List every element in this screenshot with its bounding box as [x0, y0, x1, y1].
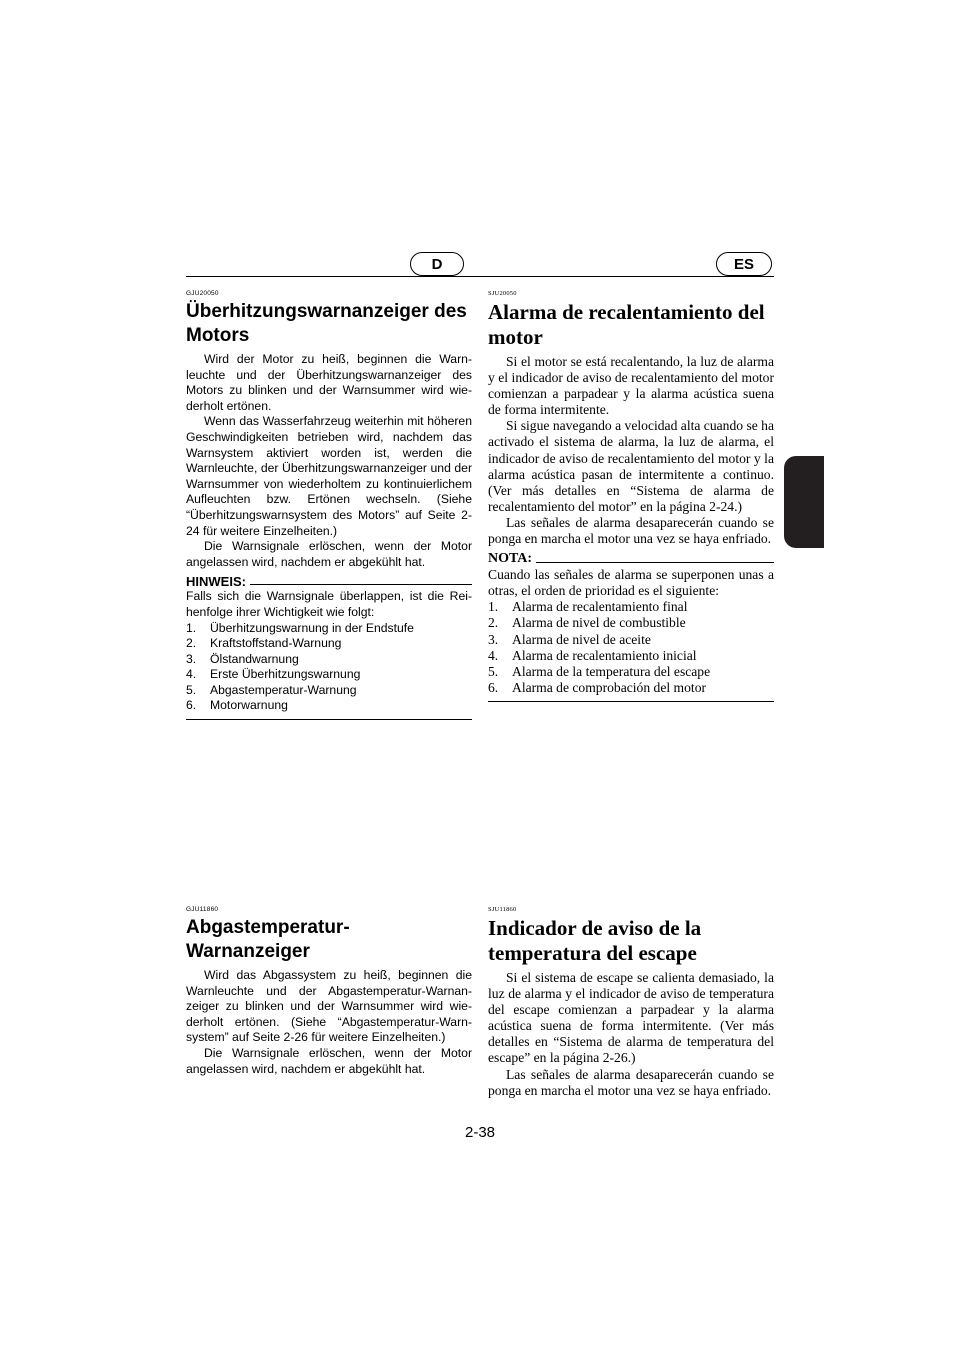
list-item [488, 615, 774, 631]
list-number: 3. [488, 631, 499, 647]
list-text: Alarma de recalentamiento inicial [512, 647, 697, 663]
paragraph: Si el sistema de escape se calienta demasiado, la luz de alarma y el indicador de aviso de temperatura del escape comienzan a parpadear y la alarma acústica suena de forma intermitente. (Ver más detalles en “Sistema de alarma de temperatura del escape” en la página 2-26.) [488, 970, 774, 1066]
note-label: HINWEIS: [186, 574, 246, 590]
paragraph: Si sigue navegando a velocidad alta cuando se ha activado el sistema de alarma, la luz de alarma, el indicador de aviso de recalentamiento del motor y la alarma acústica pasan de intermitente a continuo. (Ver más detalles en “Sistema de alarma de recalentamiento del motor” en la página 2-24.) [488, 418, 775, 514]
list-item [186, 698, 472, 714]
paragraph: Wird der Motor zu heiß, beginnen die Warnleuchte und der Überhitzungswarnanzeiger des Motors zu blinken und der Warnsummer wird wiederholt ertönen. [186, 352, 472, 413]
paragraph: Wenn das Wasserfahrzeug weiterhin mit höheren Geschwindigkeiten betrieben wird, nachdem das Warnsystem aktiviert worden ist, werden die Warnleuchte, der Überhitzungswarnanzeiger und der Warnsummer von wiederholtem zu kontinuierlichem Aufleuchten bzw. Ertönen wechseln. (Siehe “Überhitzungswarnsystem des Motors” auf Seite 2-24 für weitere Einzelheiten.) [186, 414, 472, 538]
list-number: 2. [186, 636, 197, 651]
list-number: 6. [186, 698, 197, 713]
list-item [186, 636, 472, 652]
list-text: Erste Überhitzungswarnung [210, 667, 361, 682]
list-item [488, 648, 774, 664]
list-number: 3. [186, 651, 197, 666]
note-end-rule [186, 719, 472, 720]
list-number: 5. [186, 682, 197, 697]
chapter-side-tab [784, 456, 824, 548]
list-text: Kraftstoffstand-Warnung [210, 636, 342, 651]
es-section-overheat [488, 290, 774, 702]
note-header [186, 574, 472, 589]
paragraph: Las señales de alarma desaparecerán cuando se ponga en marcha el motor una vez se haya enfriado. [488, 1066, 774, 1098]
list-text: Motorwarnung [210, 698, 288, 713]
section-code: SJU20050 [488, 290, 517, 297]
section-code: SJU11860 [488, 906, 517, 913]
es-section-exhaust [488, 906, 774, 1099]
language-badge-german: D [410, 252, 464, 276]
priority-list [186, 621, 472, 715]
note-intro: Cuando las señales de alarma se superponen unas a otras, el orden de prioridad es el siguiente: [488, 567, 774, 599]
note-body [488, 567, 774, 702]
list-item [186, 621, 472, 637]
list-number: 4. [488, 647, 499, 663]
list-text: Alarma de comprobación del motor [512, 679, 707, 695]
note-end-rule [488, 701, 774, 702]
section-title: Abgastemperatur-Warnanzeiger [186, 917, 350, 962]
page-number: 2-38 [464, 1124, 496, 1141]
note-rule [536, 562, 774, 563]
list-text: Überhitzungswarnung in der Endstufe [210, 620, 414, 635]
list-text: Alarma de recalentamiento final [512, 599, 688, 615]
paragraph: Si el motor se está recalentando, la luz de alarma y el indicador de aviso de recalentamiento del motor comienzan a parpadear y la alarma acústica suena de forma intermitente. [488, 354, 774, 418]
section-code: GJU11860 [186, 906, 219, 913]
list-item [186, 667, 472, 683]
paragraph: Wird das Abgassystem zu heiß, beginnen die Warnleuchte und der Abgastemperatur-Warnanzeiger zu blinken und der Warnsummer wird wiederholt ertönen. (Siehe “Abgastemperatur-Warnsystem” auf Seite 2-26 für weitere Einzelheiten.) [186, 968, 472, 1045]
de-section-exhaust [186, 906, 472, 1077]
list-number: 2. [488, 615, 499, 631]
note-header [488, 551, 774, 567]
de-section-overheat [186, 290, 472, 720]
list-number: 1. [488, 599, 499, 615]
list-number: 4. [186, 667, 197, 682]
list-item [186, 652, 472, 668]
language-badge-spanish: ES [716, 252, 772, 276]
section-code: GJU20050 [186, 290, 219, 297]
list-number: 6. [488, 679, 499, 695]
list-item [488, 632, 774, 648]
paragraph: Las señales de alarma desaparecerán cuando se ponga en marcha el motor una vez se haya enfriado. [488, 514, 774, 547]
list-text: Abgastemperatur-Warnung [210, 682, 357, 697]
note-rule [250, 584, 472, 585]
list-text: Ölstandwarnung [210, 651, 299, 666]
list-text: Alarma de nivel de combustible [512, 615, 686, 631]
list-item [186, 683, 472, 699]
list-text: Alarma de nivel de aceite [512, 631, 651, 647]
section-title: Indicador de aviso de la temperatura del escape [488, 916, 702, 965]
section-title: Überhitzungswarnanzeiger des Motors [186, 301, 467, 346]
priority-list [488, 599, 774, 696]
list-number: 1. [186, 620, 197, 635]
list-item [488, 599, 774, 615]
paragraph: Die Warnsignale erlöschen, wenn der Motor angelassen wird, nachdem er abgekühlt hat. [186, 539, 472, 569]
section-title: Alarma de recalentamiento del motor [488, 300, 765, 349]
paragraph: Die Warnsignale erlöschen, wenn der Motor angelassen wird, nachdem er abgekühlt hat. [186, 1045, 472, 1076]
header-rule [186, 276, 774, 277]
list-item [488, 680, 774, 696]
note-body [186, 589, 472, 720]
list-item [488, 664, 774, 680]
note-label: NOTA: [488, 551, 533, 567]
list-number: 5. [488, 663, 499, 679]
note-intro: Falls sich die Warnsignale überlappen, ist die Reihenfolge ihrer Wichtigkeit wie folgt: [186, 589, 472, 619]
list-text: Alarma de la temperatura del escape [512, 663, 711, 679]
